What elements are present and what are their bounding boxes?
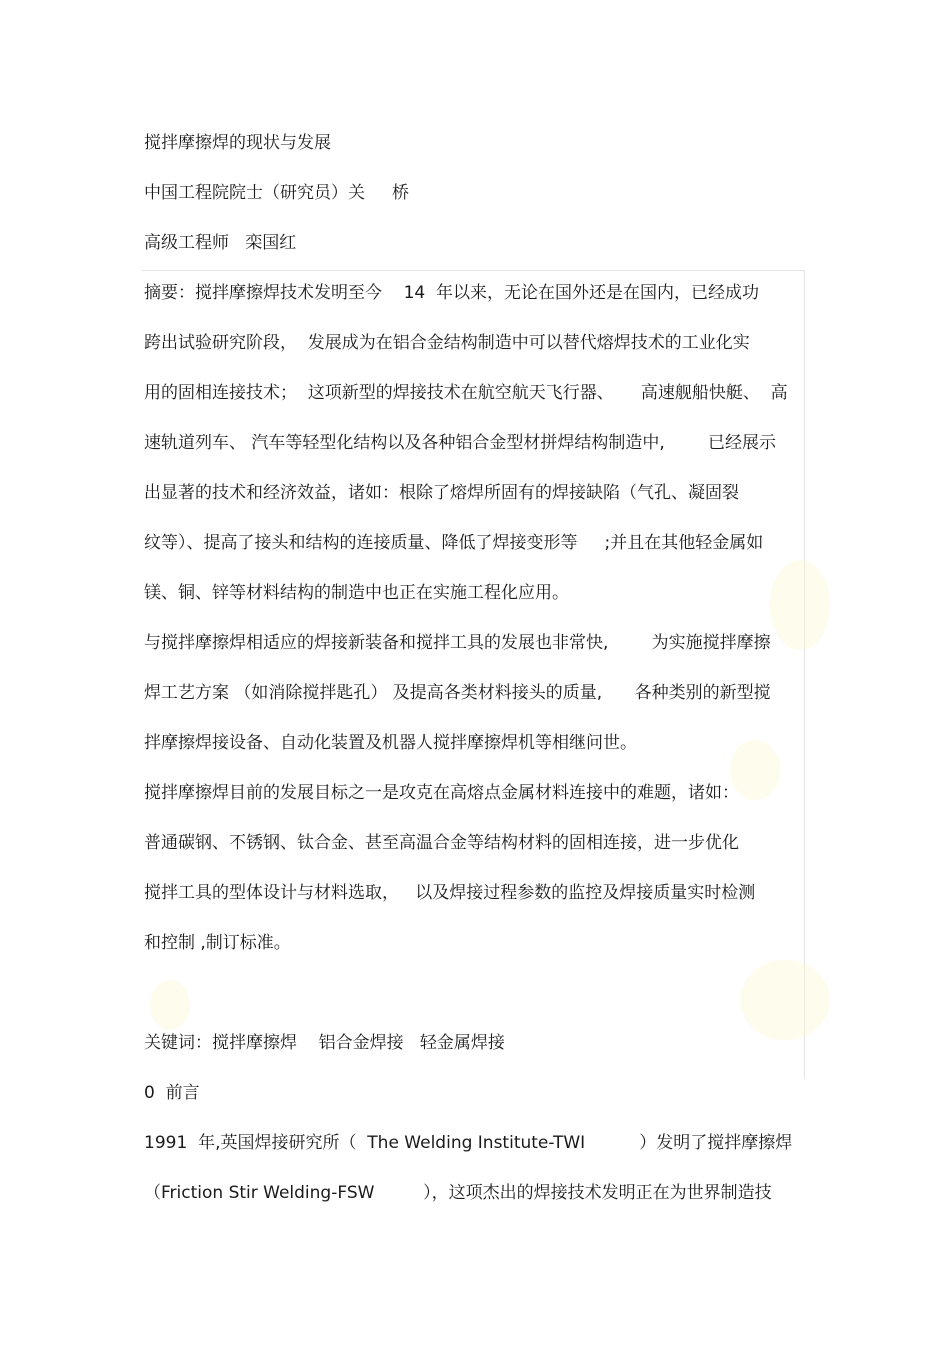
abstract-line: 搅拌摩擦焊目前的发展目标之一是攻克在高熔点金属材料连接中的难题，诸如： (144, 783, 739, 803)
abstract-line: 普通碳钢、不锈钢、钛合金、甚至高温合金等结构材料的固相连接，进一步优化 (144, 833, 739, 853)
abstract-line: 摘要：搅拌摩擦焊技术发明至今 14 年以来，无论在国外还是在国内，已经成功 (144, 283, 760, 303)
abstract-line: 拌摩擦焊接设备、自动化装置及机器人搅拌摩擦焊机等相继问世。 (144, 733, 637, 753)
abstract-line: 纹等）、提高了接头和结构的连接质量、降低了焊接变形等 ;并且在其他轻金属如 (144, 533, 764, 553)
paper-stain (150, 980, 190, 1030)
author-line: 中国工程院院士（研究员）关 桥 (144, 183, 410, 203)
abstract-line: 速轨道列车、 汽车等轻型化结构以及各种铝合金型材拼焊结构制造中, 已经展示 (144, 433, 777, 453)
abstract-line: 镁、铜、锌等材料结构的制造中也正在实施工程化应用。 (144, 583, 569, 603)
abstract-line: 和控制 ,制订标准。 (144, 933, 291, 953)
body-line: 1991 年,英国焊接研究所（ The Welding Institute-TWI ）发明了搅拌摩擦焊 (144, 1133, 793, 1153)
abstract-line: 用的固相连接技术； 这项新型的焊接技术在航空航天飞行器、 高速舰船快艇、 高 (144, 383, 788, 403)
abstract-line: 跨出试验研究阶段， 发展成为在铝合金结构制造中可以替代熔焊技术的工业化实 (144, 333, 750, 353)
abstract-line: 与搅拌摩擦焊相适应的焊接新装备和搅拌工具的发展也非常快, 为实施搅拌摩擦 (144, 633, 771, 653)
paper-stain (770, 560, 830, 650)
author-line: 高级工程师 栾国红 (144, 233, 297, 253)
abstract-line: 出显著的技术和经济效益，诸如：根除了熔焊所固有的焊接缺陷（气孔、凝固裂 (144, 483, 739, 503)
section-heading: 0 前言 (144, 1083, 200, 1103)
abstract-line: 搅拌工具的型体设计与材料选取， 以及焊接过程参数的监控及焊接质量实时检测 (144, 883, 756, 903)
paper-stain (740, 960, 830, 1040)
abstract-line: 焊工艺方案 （如消除搅拌匙孔） 及提高各类材料接头的质量, 各种类别的新型搅 (144, 683, 771, 703)
keywords-line: 关键词：搅拌摩擦焊 铝合金焊接 轻金属焊接 (144, 1033, 505, 1053)
document-title: 搅拌摩擦焊的现状与发展 (144, 133, 331, 153)
body-line: （Friction Stir Welding-FSW ），这项杰出的焊接技术发明正在为世界制造技 (144, 1183, 772, 1203)
